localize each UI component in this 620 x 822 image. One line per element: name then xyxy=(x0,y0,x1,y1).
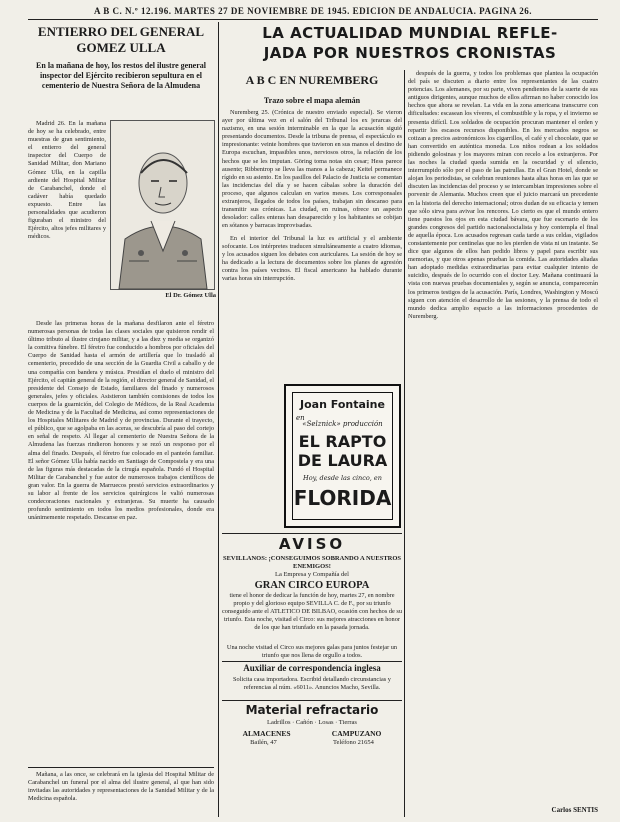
material-top-rule xyxy=(222,700,402,701)
aviso-company-line: La Empresa y Compañía del xyxy=(274,571,349,578)
material-company-a: ALMACENES xyxy=(242,729,291,738)
material-address-row xyxy=(222,738,402,747)
column-divider-2 xyxy=(404,70,405,817)
aviso-closing: Una noche visitad el Circo sus mejores galas para juntos festejar un triunfo que nos llena de orgullo a todos. xyxy=(226,644,398,660)
material-company-row xyxy=(222,729,402,738)
aviso-body: tiene el honor de dedicar la función de hoy, martes 27, en nombre propio y del glorioso equipo SEVILLA C. de F., por su triunfo conseguido ante el ATLETICO DE BILBAO, ocasión con hechos de su triunfo. Esta noche, visitad el Circo: sus mejores atracciones en honor de los que han triunfado en la pasada jornada. xyxy=(222,592,402,632)
material-products: Ladrillos · Cañón · Losas · Tierras xyxy=(267,719,357,726)
material-company-b: CAMPUZANO xyxy=(331,729,382,738)
left-headline-2: GOMEZ ULLA xyxy=(76,40,166,55)
material-title: Material refractario xyxy=(245,703,379,717)
main-headline-2: JADA POR NUESTROS CRONISTAS xyxy=(263,44,557,62)
portrait-illustration xyxy=(111,121,214,289)
column-divider-1 xyxy=(218,22,219,817)
masthead: A B C. N.º 12.196. MARTES 27 DE NOVIEMBRE DE 1945. EDICION DE ANDALUCIA. PAGINA 26. xyxy=(93,6,533,16)
section-title: A B C EN NUREMBERG xyxy=(245,73,379,87)
main-col-a-text-2: En el interior del Tribunal la luz es artificial y el ambiente sofocante. Los intérpretes traducen simultáneamente a cuatro idiomas, y los acusados siguen los debates con auriculares. La sesión de hoy se ha dedicado a la lectura de documentos sobre los planes de agresión contra los países vecinos. El fiscal americano ha hablado durante varias horas sin interrupción. xyxy=(222,235,402,283)
main-col-a-text: Nuremberg 25. (Crónica de nuestro enviado especial). Se vieron ayer por última vez en el salón del Tribunal los ex jerarcas del nazismo, en una sesión interminable en la que la acusación siguió presentando documentos. Desde la tribuna de prensa, el espectáculo es impresionante: veinte hombres que tuvieron en sus manos el destino de Europa escuchan, impasibles unos, nerviosos otros, la relación de los hechos que se les imputan. Göring toma notas sin cesar; Hess parece ausente; Ribbentrop se lleva las manos a la cabeza; Keitel permanece rígido en su asiento. En los pasillos del Palacio de Justicia se comentan las incidencias del día y se hacen cábalas sobre la duración del proceso, que algunos calculan en varios meses. Los corresponsales extranjeros, llegados de todos los países, trabajan sin descanso para transmitir sus crónicas. La ciudad, en ruinas, ofrece un aspecto desolador: calles enteras han desaparecido y los habitantes se cobijan en sótanos y barracas improvisadas. xyxy=(222,109,402,230)
masthead-rule xyxy=(28,19,598,20)
left-article xyxy=(28,22,214,817)
aviso-intro: SEVILLANOS: ¡CONSEGUIMOS SOBRANDO A NUESTROS ENEMIGOS! xyxy=(222,555,402,570)
aviso-circus: GRAN CIRCO EUROPA xyxy=(254,580,370,591)
film-ad-production: «Selznick» producción xyxy=(302,420,383,428)
aviso-ad xyxy=(222,536,402,660)
left-footnote-rule xyxy=(28,767,214,768)
aux-ad xyxy=(222,663,402,699)
film-ad-star: Joan Fontaine xyxy=(300,398,385,411)
material-address-a: Bailén, 47 xyxy=(250,739,277,746)
aux-body: Solicita casa importadora. Escribid detallando circunstancias y referencias al núm. «6011». Anuncios Macho, Sevilla. xyxy=(233,676,391,692)
film-ad-en: en xyxy=(296,414,305,422)
film-ad-title-2: DE LAURA xyxy=(297,451,388,470)
left-body-text: Desde las primeras horas de la mañana desfilaron ante el féretro numerosas personas de todas las clases sociales que quisieron rendir el último tributo al ilustre cirujano militar, y a las diez y media se organizó la comitiva fúnebre. El féretro fue conducido a hombros por oficiales del Cuerpo de Sanidad hasta el armón de artillería que lo trasladó al cementerio, precedido de una sección de la Guardia Civil a caballo y de una compañía con bandera y música. Presidían el duelo el ministro del Ejército, el capitán general de la región, el director general de Sanidad, el presidente del Consejo de Estado, familiares del finado y numerosos generales, jefes y oficiales. Asistieron también comisiones de todos los cuerpos de la guarnición, del Colegio de Médicos, de la Real Academia de Medicina y de la Facultad de Medicina, así como representaciones de los Hospitales Militares de Madrid y de provincias. Durante el trayecto, el público, que se agolpaba en las aceras, se descubría al paso del cortejo en señal de respeto. Al llegar al cementerio de Nuestra Señora de la Almudena las fuerzas rindieron honores y se rezó un responso por el alma del finado. Después, el féretro fue colocado en el panteón familiar. El señor Gómez Ulla había nacido en Santiago de Compostela y era una de las figuras más destacadas de la cirugía española. Fundó el Hospital Militar de Carabanchel y fue autor de numerosos trabajos científicos de gran valor. En la guerra de Marruecos prestó servicios extraordinarios y su labor al frente de los servicios quirúrgicos le valió numerosas condecoraciones nacionales y extranjeras. Su muerte ha causado profundo sentimiento en todos los medios profesionales, donde era unánimemente respetado. Descanse en paz. xyxy=(28,320,214,522)
main-byline: Carlos SENTIS xyxy=(551,806,598,814)
film-ad-venue: FLORIDA xyxy=(293,486,392,510)
main-headline-1: LA ACTUALIDAD MUNDIAL REFLE- xyxy=(262,24,558,42)
main-col-b-text: después de la guerra, y todos los problemas que plantea la ocupación del país se discuten a diario entre los representantes de las cuatro potencias. Los alemanes, por su parte, viven pendientes de la suerte de sus antiguos dirigentes, aunque muchos de ellos afirman no haber conocido los hechos que ahora se revelan. La vida en la zona americana transcurre con dificultades: escasean los víveres, el combustible y la ropa, y el invierno se presenta difícil. Los soldados de ocupación procuran mantener el orden y repartir los escasos recursos disponibles. En los mercados negros se cotizan a precios astronómicos los cigarrillos, el café y el chocolate, que se han convertido en auténtica moneda. Los niños rodean a los soldados pidiendo golosinas y los mayores miran con recelo a los extranjeros. Por las noches la ciudad queda sumida en la oscuridad y el silencio, interrumpido sólo por el paso de las patrullas. En el Gran Hotel, donde se alojan los periodistas, se celebran reuniones hasta altas horas en las que se discuten las incidencias del proceso y se intercambian impresiones sobre el porvenir de Alemania. Muchos creen que el juicio marcará un precedente en la historia del derecho internacional; otros dudan de su eficacia y temen que sólo sirva para avivar los rencores. Lo cierto es que el mundo entero tiene puestos los ojos en esta ciudad bávara, que fue escenario de los grandes congresos del partido nacionalsocialista y hoy contempla el final de aquella época. Los acusados regresan cada tarde a sus celdas, vigilados constantemente por centinelas que no les pierden de vista ni un instante. Se dice que algunos de ellos han pedido libros y papel para escribir sus memorias, y que otros apenas prueban la comida. Las autoridades aliadas han adoptado medidas extraordinarias para evitar cualquier intento de suicidio, después de lo ocurrido con el doctor Ley. Mañana continuará la vista con nuevas pruebas documentales y, según se anuncia, comparecerán los primeros testigos de la acusación. París, Londres, Washington y Moscú siguen con atención el desarrollo de las sesiones, y la prensa de todo el mundo dedica amplio espacio a las informaciones procedentes de Nuremberg. xyxy=(408,70,598,320)
aux-top-rule xyxy=(222,661,402,662)
aviso-title: AVISO xyxy=(278,535,346,553)
left-subhead: En la mañana de hoy, los restos del ilustre general inspector del Ejército recibieron sepultura en el cementerio de Nuestra Señora de la Almudena xyxy=(36,61,206,90)
material-address-b: Teléfono 21654 xyxy=(333,739,374,746)
material-ad xyxy=(222,703,402,765)
film-ad-title-1: EL RAPTO xyxy=(298,432,387,451)
left-headline-1: ENTIERRO DEL GENERAL xyxy=(37,24,205,39)
aviso-top-rule xyxy=(222,533,402,534)
film-ad xyxy=(284,384,401,528)
portrait-photo xyxy=(110,120,215,290)
film-ad-schedule: Hoy, desde las cinco, en xyxy=(303,474,382,482)
left-footnote: Mañana, a las once, se celebrará en la iglesia del Hospital Militar de Carabanchel un funeral por el alma del ilustre general, al que han sido invitadas las autoridades y representaciones de la Sanidad Militar y de la Medicina española. xyxy=(28,771,214,803)
photo-caption: El Dr. Gómez Ulla xyxy=(165,292,216,299)
left-col-text-1: Madrid 26. En la mañana de hoy se ha celebrado, entre muestras de gran sentimiento, el entierro del general inspector del Cuerpo de Sanidad Militar, don Mariano Gómez Ulla, en la capilla ardiente del Hospital Militar de Carabanchel, donde el cadáver había quedado expuesto. Entre las personalidades que acudieron figuraban el ministro del Ejército, altos jefes militares y médicos. xyxy=(28,120,106,241)
section-subhead: Trazo sobre el mapa alemán xyxy=(263,96,361,105)
aux-title: Auxiliar de correspondencia inglesa xyxy=(243,663,381,673)
